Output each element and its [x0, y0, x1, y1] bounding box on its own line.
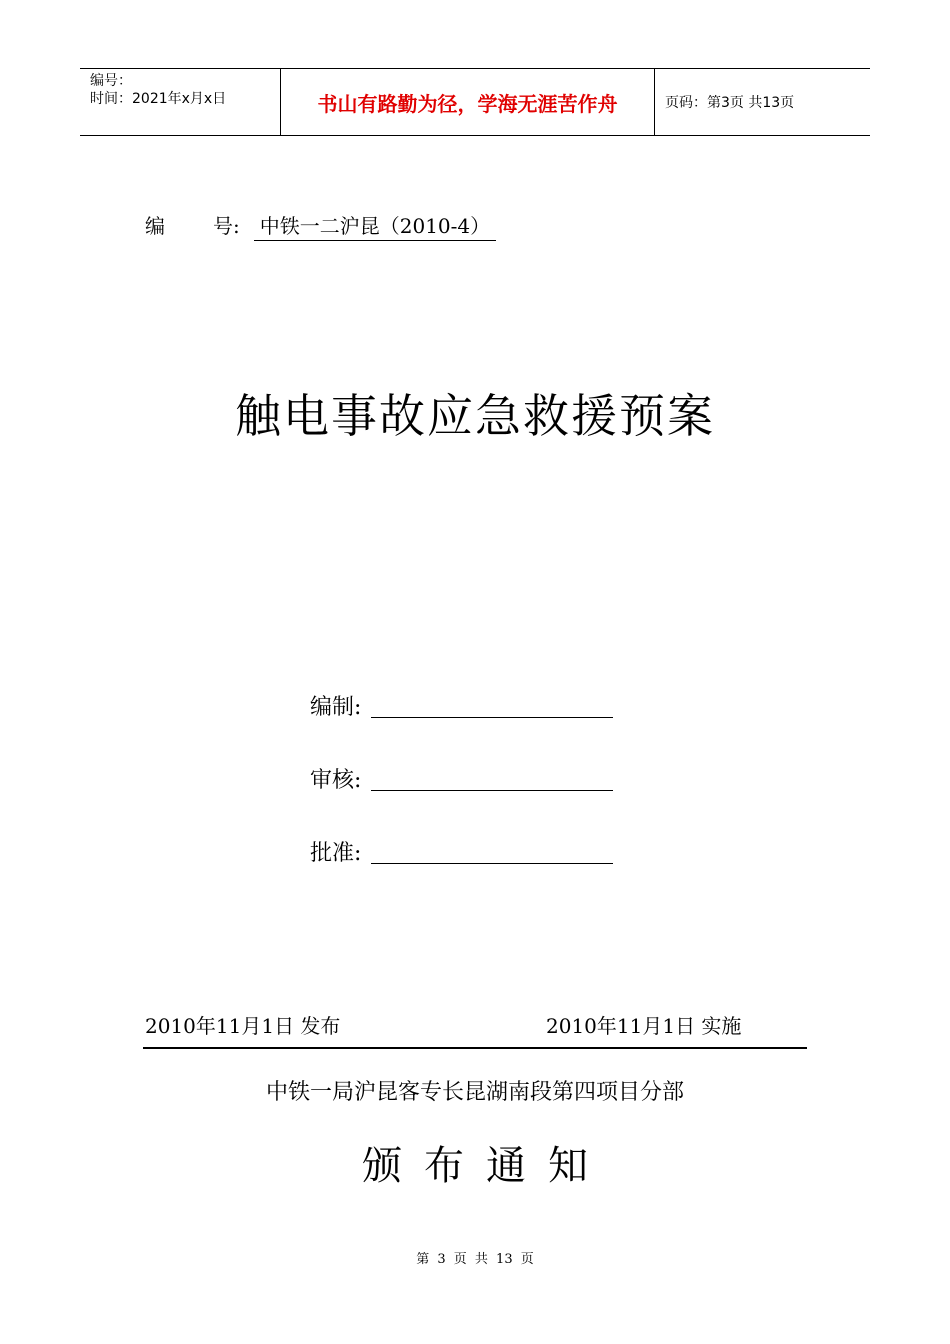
document-title: 触电事故应急救援预案: [235, 389, 715, 443]
date-divider: [143, 1047, 807, 1049]
review-signature-line: [371, 789, 613, 791]
notice-title: 颁布通知: [362, 1143, 610, 1189]
release-date: 2010年11月1日 发布: [145, 1014, 341, 1038]
compile-label: 编制:: [310, 695, 362, 720]
header-time-label: 时间：2021年x月x日: [90, 91, 227, 107]
header-page-info: 页码：第3页 共13页: [665, 95, 795, 111]
review-label: 审核:: [310, 768, 362, 793]
page-footer: 第 3 页 共 13 页: [416, 1252, 534, 1267]
header-meta-cell: [80, 69, 281, 135]
compile-signature-line: [371, 716, 613, 718]
document-number-label-a: 编: [145, 214, 165, 238]
document-number-value: 中铁一二沪昆（2010-4）: [254, 210, 496, 241]
organization-name: 中铁一局沪昆客专长昆湖南段第四项目分部: [265, 1080, 684, 1105]
page-header: [80, 68, 870, 136]
header-number-label: 编号：: [90, 73, 132, 89]
approve-signature-line: [371, 862, 613, 864]
header-motto: 书山有路勤为径，学海无涯苦作舟: [281, 69, 655, 135]
review-row: [310, 763, 613, 794]
document-number-label-b: 号:: [213, 214, 240, 238]
document-number: [145, 210, 496, 241]
approve-row: [310, 836, 613, 867]
implement-date: 2010年11月1日 实施: [546, 1014, 742, 1038]
approve-label: 批准:: [310, 841, 362, 866]
compile-row: [310, 690, 613, 721]
